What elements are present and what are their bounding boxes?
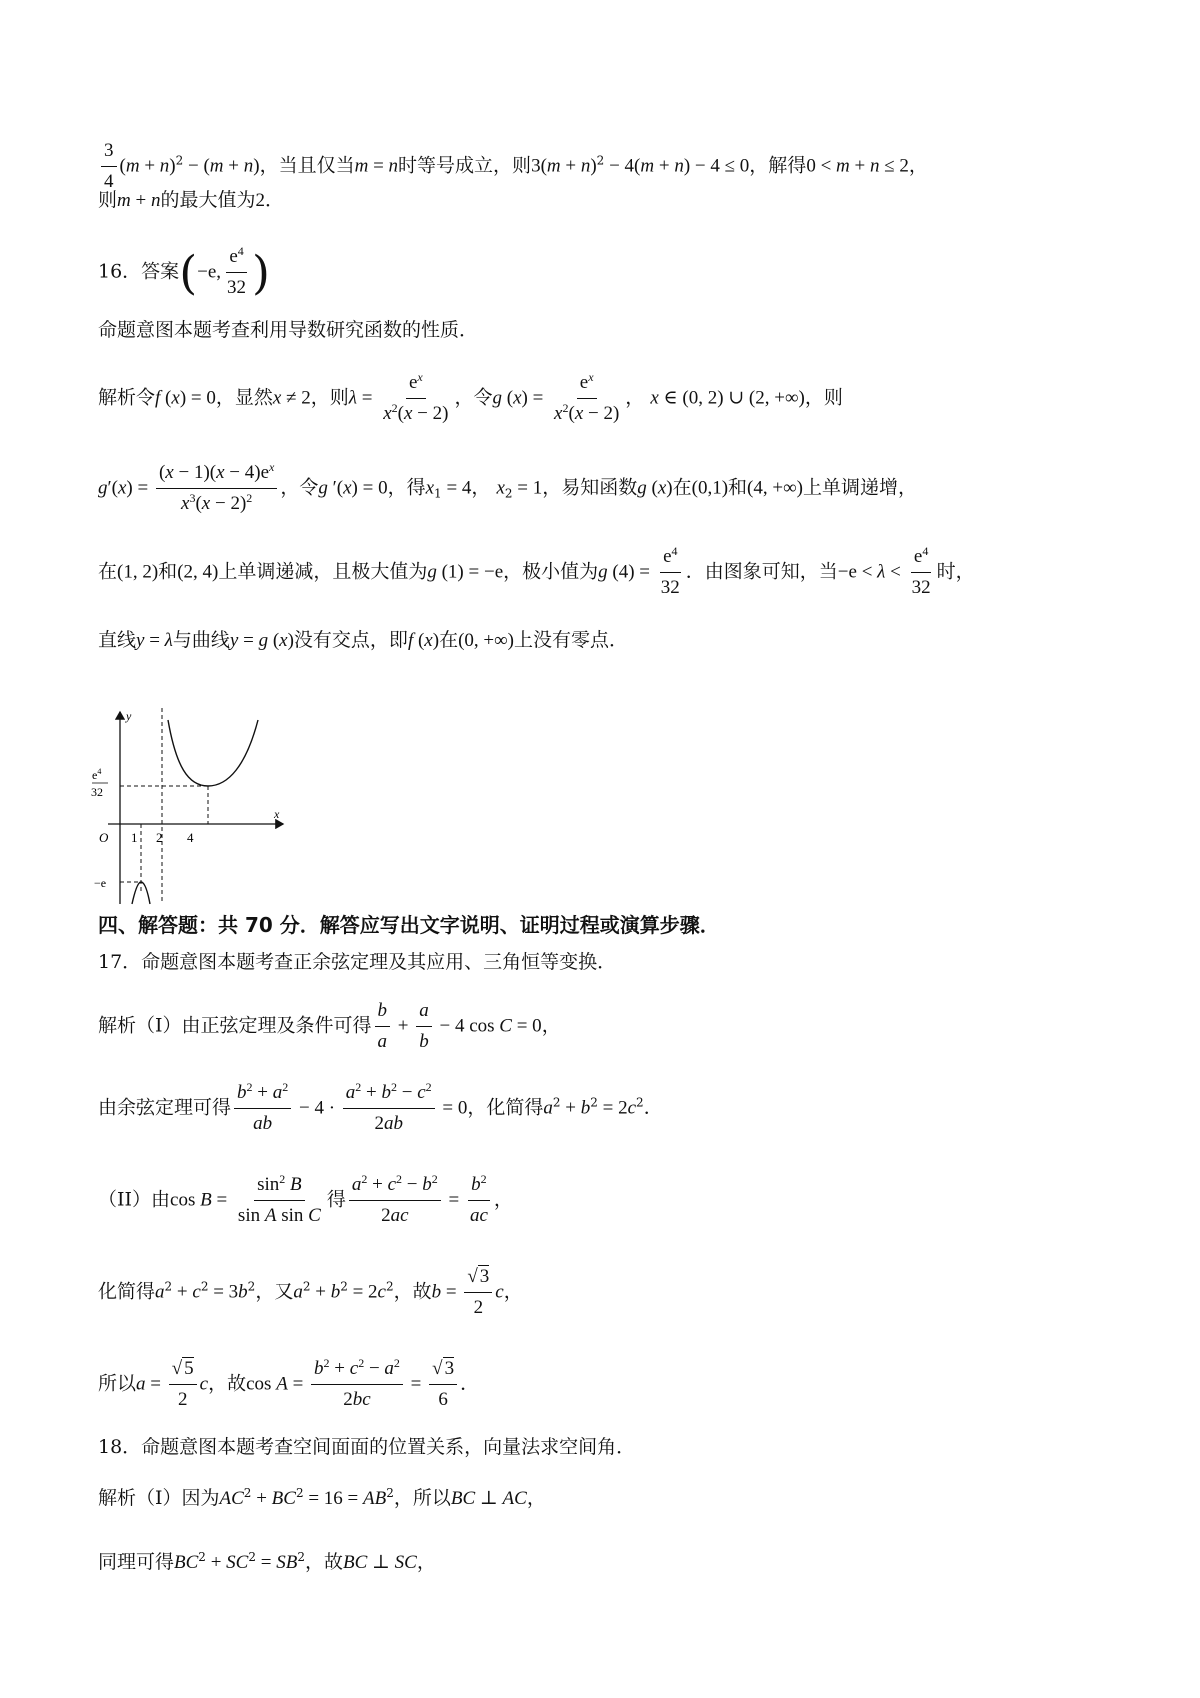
q16-line-1: 解析令f (x) = 0，显然x ≠ 2，则λ = $\frac{e^x}{x^2(x - 2)}$ ，令g (x) = $\frac{e^x}{x^2(x - 2)}$ ， x ∈ (0, 2) ∪ (2, +∞)，则 (98, 370, 843, 424)
q18-line-1: 解析（I）因为$AC^2 + BC^2 = 16 = AB^2$，所以BC ⊥ AC， (98, 1486, 546, 1509)
q17-line-5: 所以a = $\frac{√ 5}{2}$ c，故cos A = $\frac{b^2 + c^2 - a^2}{2bc}$ = $\frac{√ 3}{6}$ ． (98, 1356, 480, 1410)
q16-line-2: g′(x) = $\frac{(x - 1)(x - 4)e^x}{x^3(x - 2)^2}$ ，令g ′(x) = 0，得$x_1 = 4$， $x_2 = 1$，易知函数g (x)在(0,1)和(4, +∞)上单调递增， (98, 460, 917, 514)
q18-line-2: 同理可得$BC^2 + SC^2 = SB^2$，故BC ⊥ SC， (98, 1550, 436, 1573)
x-axis-label: x (274, 807, 280, 821)
tick-32: 32 (91, 785, 103, 799)
tick-x-1: 1 (131, 830, 138, 845)
q17-line-3: （II）由cos B = $\frac{\sin^2 B}{\text{sin A sin C}}$ 得 $\frac{a^2 + c^2 - b^2}{2ac}$ = $\frac{b^2}{ac}$ ， (98, 1172, 513, 1226)
curve-left-branch (132, 882, 150, 904)
q16-line-3: 在(1, 2)和(2, 4)上单调递减，且极大值为g (1) = −e，极小值为g (4) = $\frac{e^4}{32}$ ．由图象可知，当−e < λ < $\frac{e^4}{32}$ 时， (98, 544, 975, 598)
tick-e4: $e^4$ (92, 767, 102, 782)
q17-line-2: 由余弦定理可得 $\frac{b^2 + a^2}{ab}$ − 4 · $\frac{a^2 + b^2 - c^2}{2ab}$ = 0，化简得$a^2 + b^2 = 2c^2$． (98, 1080, 663, 1134)
origin-label: O (99, 830, 109, 845)
fraction-3-4: $\frac{3}{4}$ (101, 138, 117, 195)
line-1: $\frac{3}{4}$ $(m + n)^2 - (m + n)$，当且仅当m = n时等号成立，则$3(m + n)^2 - 4(m + n) - 4 \le 0$，解得0 < m + n ≤ 2， (98, 138, 928, 195)
q16-line-4: 直线y = λ与曲线y = g (x)没有交点，即f (x)在(0, +∞)上没有零点． (98, 629, 629, 651)
q16-intent: 命题意图本题考查利用导数研究函数的性质． (98, 319, 479, 341)
q17-intent: 17．命题意图本题考查正余弦定理及其应用、三角恒等变换． (98, 951, 617, 973)
section-4-heading: 四、解答题：共 70 分．解答应写出文字说明、证明过程或演算步骤． (98, 913, 720, 937)
q16-answer: 16．答案(−e, $\frac{e^4}{32}$ ) (98, 244, 270, 300)
q17-line-1: 解析（I）由正弦定理及条件可得 $\frac{b}{a}$ + $\frac{a}{b}$ − 4 cos C = 0， (98, 1000, 561, 1052)
tick-neg-e: −e (94, 876, 107, 890)
tick-x-2: 2 (156, 830, 163, 845)
curve-right-branch (168, 720, 258, 786)
line-2: 则m + n的最大值为2． (98, 189, 284, 211)
y-axis-label: y (126, 709, 132, 723)
function-graph (88, 706, 288, 906)
q17-line-4: 化简得$a^2 + c^2 = 3b^2$，又$a^2 + b^2 = 2c^2$，故b = $\frac{√ 3}{2}$ c， (98, 1266, 523, 1318)
tick-x-4: 4 (187, 830, 194, 845)
q18-intent: 18．命题意图本题考查空间面面的位置关系，向量法求空间角． (98, 1436, 636, 1458)
